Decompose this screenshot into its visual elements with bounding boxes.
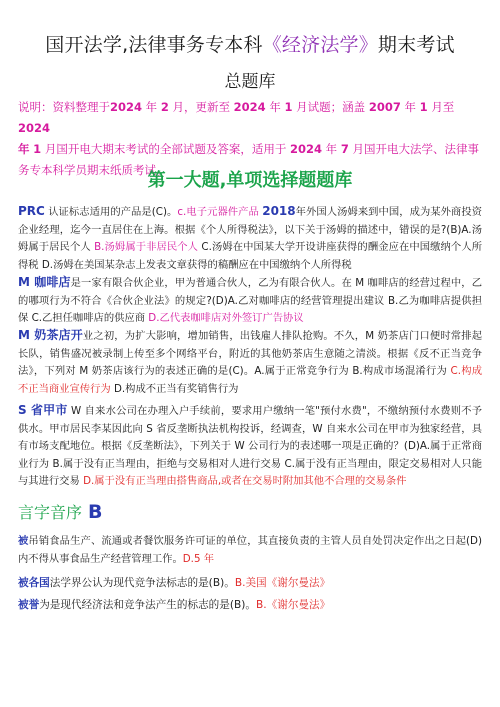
title-part-a: 国开法学,法律事务专本科: [45, 34, 263, 56]
question-lead: 被各国: [18, 577, 50, 589]
answer-text: B.《谢尔曼法》: [256, 599, 331, 611]
question-lead: 被誉: [18, 599, 40, 611]
section-title: 第一大题,单项选择题题库: [147, 170, 353, 191]
question-lead: M 咖啡店: [18, 275, 71, 289]
section-letter: B: [88, 501, 103, 523]
question-lead: S 省甲市: [18, 403, 68, 417]
question-lead: PRC: [18, 204, 45, 218]
question-lead: M 奶茶店开: [18, 328, 83, 342]
question-item: 被誉为是现代经济法和竞争法产生的标志的是(B)。B.《谢尔曼法》: [18, 599, 331, 611]
answer-text: B.汤姆属于非居民个人: [94, 241, 199, 254]
question-item: S 省甲市 W 自来水公司在办理入户手续前，要求用户缴纳一笔"预付水费"，不缴纳预付水费则不予供水。甲市居民李某因此向 S 省反垄断执法机构投诉，经调查，W 自来水公司在甲市为独家经营，具有市场支配地位。根据《反垄断法》，下列关于 W 公司行为的表述哪一项是正确的？(D)A.属于正常商业行为 B.属于没有正当理由，拒绝与交易相对人进行交易 C.属于没有正当理由，限定交易相对人只能与其进行交易 D.属于没有正当理由搭售商品,或者在交易时附加其他不合理的交易条件: [18, 403, 482, 488]
answer-text: C.构成不正当商业宣传行为: [18, 365, 483, 395]
question-lead: 被: [18, 535, 29, 547]
question-item: 被各国法学界公认为现代竞争法标志的是(B)。B.美国《谢尔曼法》: [18, 577, 331, 589]
answer-text: D.5 年: [182, 552, 215, 565]
answer-text: D.乙代表咖啡店对外签订广告协议: [148, 312, 304, 325]
answer-text: c.电子元器件产品: [177, 206, 259, 218]
letter-section-heading: 言字音序 B: [18, 501, 103, 523]
question-item: M 奶茶店开业之初，为扩大影响，增加销售，出钱雇人排队抢购。不久，M 奶茶店门口便时常排起长队，销售盛况被录制上传至多个网络平台，附近的其他奶茶店生意随之清淡。根据《反不正当竞争法》，下列对 M 奶茶店该行为的表述正确的是(C)。A.属于正常竞争行为 B.构成市场混淆行为 C.构成不正当商业宣传行为 D.构成不正当有奖销售行为: [18, 328, 483, 395]
title-course-name: 《经济法学》: [262, 34, 378, 56]
question-item: 被吊销食品生产、流通或者餐饮服务许可证的单位，其直接负责的主管人员自处罚决定作出之日起(D)内不得从事食品生产经营管理工作。D.5 年: [18, 535, 482, 565]
answer-text: D.属于没有正当理由搭售商品,或者在交易时附加其他不合理的交易条件: [83, 475, 407, 488]
question-item: M 咖啡店是一家有限合伙企业，甲为普通合伙人，乙为有限合伙人。在 M 咖啡店的经营过程中，乙的哪项行为不符合《合伙企业法》的规定?(D)A.乙对咖啡店的经营管理提出建议 B.乙为咖啡店提供担保 C.乙担任咖啡店的供应商 D.乙代表咖啡店对外签订广告协议: [18, 275, 482, 325]
answer-text: B.美国《谢尔曼法》: [234, 577, 331, 589]
page-title: [0, 30, 500, 57]
question-item: PRC 认证标志适用的产品是(C)。c.电子元器件产品 2018年外国人汤姆来到中国，成为某外商投资企业经理，迄今一直居住在上海。根据《个人所得税法》，以下关于汤姆的描述中，错误的是?(B)A.汤姆属于居民个人 B.汤姆属于非居民个人 C.汤姆在中国某大学开设讲座获得的酬金应在中国缴纳个人所得税 D.汤姆在美国某杂志上发表文章获得的稿酬应在中国缴纳个人所得税: [18, 204, 483, 271]
page-subtitle: 总题库: [224, 72, 276, 92]
intro-note: 说明：资料整理于2024 年 2 月，更新至 2024 年 1 月试题；涵盖 2007 年 1 月至 2024 年 1 月国开电大期末考试的全部试题及答案，适用于 2024 年 7 月国开电大法学、法律事务专本科学员期末纸质考试。: [18, 100, 479, 177]
title-part-c: 期末考试: [377, 34, 455, 56]
